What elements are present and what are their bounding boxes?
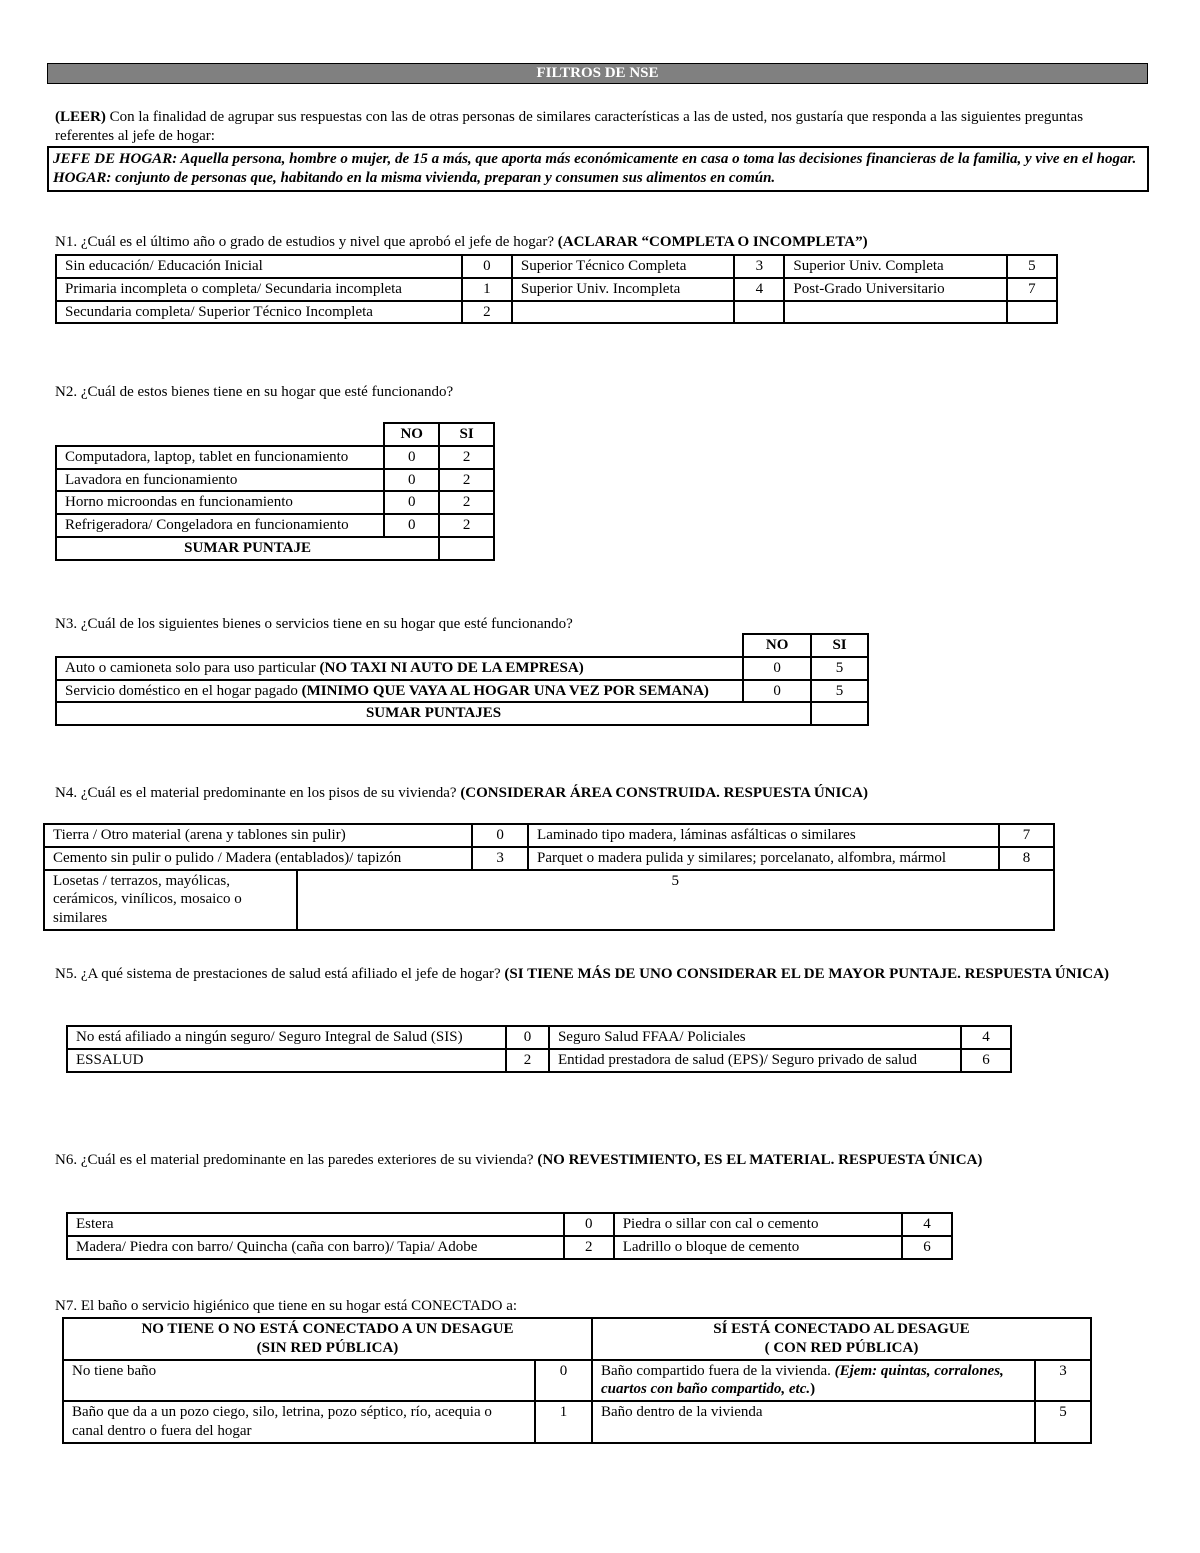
n5-question-note: (SI TIENE MÁS DE UNO CONSIDERAR EL DE MAYOR PUNTAJE. RESPUESTA ÚNICA) (504, 966, 1109, 982)
table-row (67, 1236, 952, 1259)
table-row (56, 680, 868, 703)
table-row (67, 1026, 1011, 1049)
n4-score: 0 (472, 824, 528, 847)
n6-score: 4 (902, 1213, 952, 1236)
n1-score: 7 (1007, 278, 1057, 301)
n4-cell: Cemento sin pulir o pulido / Madera (entablados)/ tapizón (44, 847, 472, 870)
n1-question (55, 233, 1145, 252)
n7-header-right-line1: SÍ ESTÁ CONECTADO AL DESAGUE (713, 1321, 970, 1337)
table-row (56, 423, 494, 446)
def-text-hogar: conjunto de personas que, habitando en la misma vivienda, preparan y consumen sus alimentos en común. (111, 169, 776, 186)
n6-score: 6 (902, 1236, 952, 1259)
n3-header-si: SI (811, 634, 868, 657)
n1-cell: Superior Univ. Completa (784, 255, 1006, 278)
n7-header-right-line2: ( CON RED PÚBLICA) (764, 1339, 919, 1356)
n2-question: N2. ¿Cuál de estos bienes tiene en su hogar que esté funcionando? (55, 384, 454, 400)
intro-paragraph (55, 108, 1145, 146)
n2-total-label: SUMAR PUNTAJE (56, 537, 439, 560)
n5-score: 6 (961, 1049, 1011, 1072)
n4-cell: Losetas / terrazos, mayólicas, cerámicos, vinílicos, mosaico o similares (44, 870, 297, 930)
table-row (56, 255, 1057, 278)
table-row (56, 278, 1057, 301)
n4-score: 5 (297, 870, 1054, 930)
table-row (67, 1213, 952, 1236)
n1-score: 1 (462, 278, 512, 301)
n5-question-text: N5. ¿A qué sistema de prestaciones de salud está afiliado el jefe de hogar? (55, 966, 505, 982)
n5-score: 0 (506, 1026, 549, 1049)
n6-cell: Piedra o sillar con cal o cemento (614, 1213, 902, 1236)
n3-total-input[interactable] (811, 702, 868, 725)
section-banner: FILTROS DE NSE (47, 63, 1148, 84)
def-text-jefe: Aquella persona, hombre o mujer, de 15 a más, que aporta más económicamente en casa o toma las decisiones financieras de la familia, y vive en el hogar. (177, 151, 1137, 167)
n1-score: 5 (1007, 255, 1057, 278)
table-row (63, 1401, 1091, 1443)
table-row (56, 469, 494, 492)
n2-no-score: 0 (384, 514, 439, 537)
n3-no-score: 0 (743, 680, 811, 703)
n4-score: 8 (999, 847, 1054, 870)
table-row (44, 870, 1054, 930)
n2-no-score: 0 (384, 446, 439, 469)
n7-header-left-line1: NO TIENE O NO ESTÁ CONECTADO A UN DESAGUE (141, 1321, 514, 1337)
n1-score: 2 (462, 301, 512, 324)
table-row (56, 702, 868, 725)
n6-question (55, 1151, 1155, 1170)
n4-score: 7 (999, 824, 1054, 847)
table-row (56, 301, 1057, 324)
n5-cell: Seguro Salud FFAA/ Policiales (549, 1026, 961, 1049)
n1-cell: Primaria incompleta o completa/ Secundaria incompleta (56, 278, 462, 301)
n2-blank-header (56, 423, 384, 446)
n5-cell: ESSALUD (67, 1049, 506, 1072)
n1-cell: Sin educación/ Educación Inicial (56, 255, 462, 278)
n1-question-note: (ACLARAR “COMPLETA O INCOMPLETA”) (557, 234, 868, 250)
n2-item: Horno microondas en funcionamiento (56, 491, 384, 514)
n4-score: 3 (472, 847, 528, 870)
n6-score: 2 (564, 1236, 614, 1259)
n7-cell: No tiene baño (63, 1360, 535, 1402)
n3-no-score: 0 (743, 657, 811, 680)
n1-empty-cell (734, 301, 784, 324)
table-row (44, 847, 1054, 870)
n3-question: N3. ¿Cuál de los siguientes bienes o servicios tiene en su hogar que esté funcionando? (55, 616, 573, 632)
n1-empty-cell (1007, 301, 1057, 324)
n7-cell: Baño dentro de la vivienda (592, 1401, 1035, 1443)
n3-item-note: (NO TAXI NI AUTO DE LA EMPRESA) (319, 659, 584, 676)
n2-table (55, 422, 495, 561)
n1-table (55, 254, 1058, 324)
n1-score: 3 (734, 255, 784, 278)
n6-cell: Estera (67, 1213, 564, 1236)
n3-item (56, 657, 743, 680)
table-row (44, 824, 1054, 847)
def-label-hogar: HOGAR: (53, 169, 112, 186)
n7-score: 1 (535, 1401, 592, 1443)
n5-score: 4 (961, 1026, 1011, 1049)
n2-total-input[interactable] (439, 537, 494, 560)
n4-cell: Laminado tipo madera, láminas asfálticas o similares (528, 824, 999, 847)
n7-header-left-line2: (SIN RED PÚBLICA) (256, 1339, 399, 1356)
n5-score: 2 (506, 1049, 549, 1072)
n2-si-score: 2 (439, 446, 494, 469)
n7-cell: Baño que da a un pozo ciego, silo, letrina, pozo séptico, río, acequia o canal dentro o fuera del hogar (63, 1401, 535, 1443)
intro-text: Con la finalidad de agrupar sus respuestas con las de otras personas de similares características a las de usted, nos gustaría que responda a las siguientes preguntas referentes al jefe de hogar: (55, 109, 1084, 144)
n1-empty-cell (784, 301, 1006, 324)
n3-si-score: 5 (811, 680, 868, 703)
n2-item: Refrigeradora/ Congeladora en funcionamiento (56, 514, 384, 537)
n1-score: 0 (462, 255, 512, 278)
table-row (56, 537, 494, 560)
n7-cell-note: (Ejem: quintas, corralones, cuartos con baño compartido, etc. (600, 1362, 1004, 1398)
n7-cell-text: Baño compartido fuera de la vivienda. (600, 1362, 835, 1379)
n7-question: N7. El baño o servicio higiénico que tiene en su hogar está CONECTADO a: (55, 1298, 518, 1314)
def-label-jefe: JEFE DE HOGAR: (53, 151, 178, 167)
n3-si-score: 5 (811, 657, 868, 680)
n7-score: 5 (1035, 1401, 1091, 1443)
n1-cell: Superior Univ. Incompleta (512, 278, 734, 301)
table-row (56, 657, 868, 680)
n5-table (66, 1025, 1012, 1073)
n5-cell: Entidad prestadora de salud (EPS)/ Seguro privado de salud (549, 1049, 961, 1072)
n6-question-text: N6. ¿Cuál es el material predominante en las paredes exteriores de su vivienda? (55, 1152, 538, 1168)
n4-question (55, 784, 1145, 803)
n2-si-score: 2 (439, 469, 494, 492)
n1-empty-cell (512, 301, 734, 324)
n7-cell-note-close: ) (810, 1381, 816, 1398)
n6-score: 0 (564, 1213, 614, 1236)
table-row (56, 491, 494, 514)
table-row (56, 634, 868, 657)
n4-question-note: (CONSIDERAR ÁREA CONSTRUIDA. RESPUESTA ÚNICA) (460, 785, 869, 801)
n1-score: 4 (734, 278, 784, 301)
n1-cell: Secundaria completa/ Superior Técnico Incompleta (56, 301, 462, 324)
n2-si-score: 2 (439, 491, 494, 514)
n3-item (56, 680, 743, 703)
n3-header-no: NO (743, 634, 811, 657)
n3-total-label: SUMAR PUNTAJES (56, 702, 811, 725)
n5-question (55, 965, 1155, 984)
n5-cell: No está afiliado a ningún seguro/ Seguro Integral de Salud (SIS) (67, 1026, 506, 1049)
n7-header-no-desague (63, 1318, 592, 1360)
n1-cell: Post-Grado Universitario (784, 278, 1006, 301)
n6-cell: Ladrillo o bloque de cemento (614, 1236, 902, 1259)
table-row (56, 446, 494, 469)
n2-header-no: NO (384, 423, 439, 446)
n4-table (43, 823, 1055, 931)
n4-cell: Parquet o madera pulida y similares; porcelanato, alfombra, mármol (528, 847, 999, 870)
table-row (56, 514, 494, 537)
n7-cell (592, 1360, 1035, 1402)
n7-score: 0 (535, 1360, 592, 1402)
n3-item-text: Servicio doméstico en el hogar pagado (65, 682, 302, 699)
n6-cell: Madera/ Piedra con barro/ Quincha (caña con barro)/ Tapia/ Adobe (67, 1236, 564, 1259)
table-row (63, 1318, 1091, 1360)
n2-si-score: 2 (439, 514, 494, 537)
n7-header-si-desague (592, 1318, 1091, 1360)
table-row (67, 1049, 1011, 1072)
n2-no-score: 0 (384, 469, 439, 492)
n3-item-text: Auto o camioneta solo para uso particular (65, 659, 320, 676)
table-row (63, 1360, 1091, 1402)
n6-question-note: (NO REVESTIMIENTO, ES EL MATERIAL. RESPUESTA ÚNICA) (537, 1152, 983, 1168)
n4-cell: Tierra / Otro material (arena y tablones sin pulir) (44, 824, 472, 847)
n2-item: Lavadora en funcionamiento (56, 469, 384, 492)
n4-question-text: N4. ¿Cuál es el material predominante en los pisos de su vivienda? (55, 785, 461, 801)
n2-no-score: 0 (384, 491, 439, 514)
n7-table (62, 1317, 1092, 1444)
n2-item: Computadora, laptop, tablet en funcionamiento (56, 446, 384, 469)
n1-cell: Superior Técnico Completa (512, 255, 734, 278)
n3-table (55, 633, 869, 726)
n1-question-text: N1. ¿Cuál es el último año o grado de estudios y nivel que aprobó el jefe de hogar? (55, 234, 558, 250)
intro-lead: (LEER) (55, 109, 106, 125)
n2-header-si: SI (439, 423, 494, 446)
definition-box (47, 146, 1149, 192)
n6-table (66, 1212, 953, 1260)
n3-blank-header (56, 634, 743, 657)
n7-score: 3 (1035, 1360, 1091, 1402)
n3-item-note: (MINIMO QUE VAYA AL HOGAR UNA VEZ POR SEMANA) (301, 682, 709, 699)
